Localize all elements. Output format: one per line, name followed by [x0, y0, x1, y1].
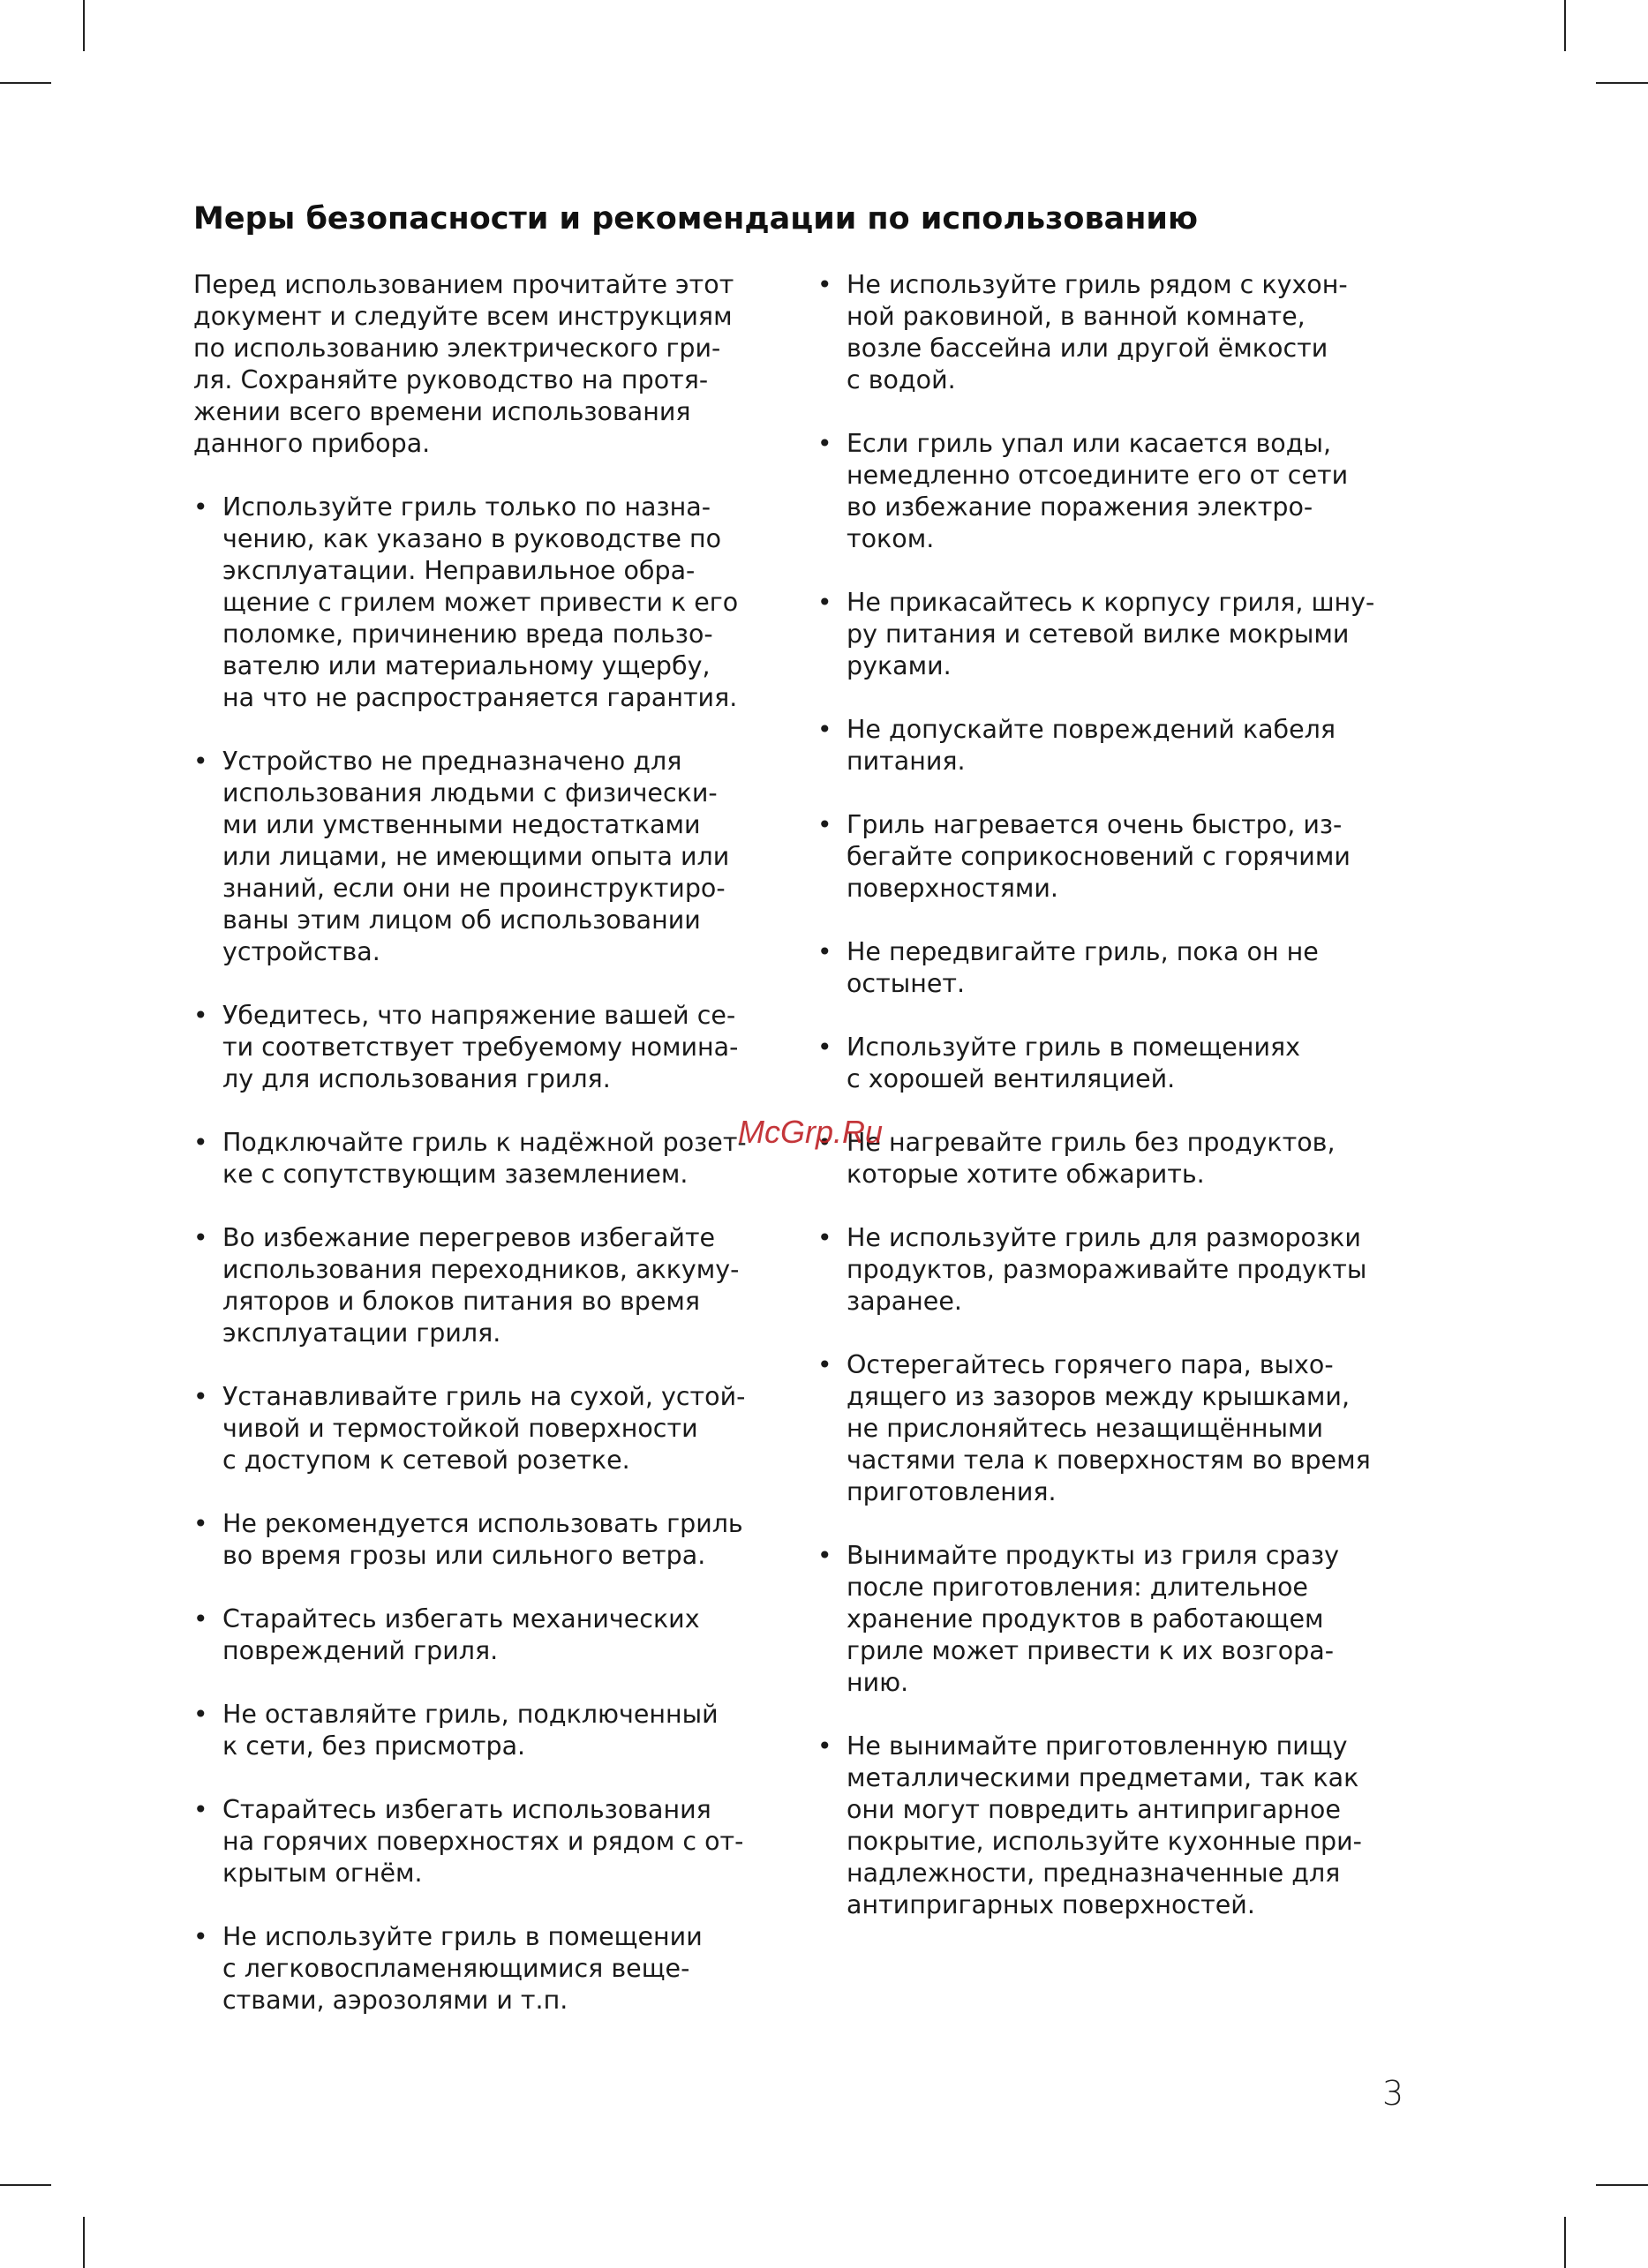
list-item: • Не рекомендуется использовать гриль во время грозы или сильного ветра.: [193, 1508, 802, 1572]
list-item: • Во избежание перегревов избегайте использования переходников, аккуму- ляторов и блоков питания во время эксплуатации гриля.: [193, 1222, 802, 1349]
right-column: [817, 269, 1426, 1953]
right-bullet-list: [817, 269, 1426, 1921]
list-item: • Подключайте гриль к надёжной розет- ке с сопутствующим заземлением.: [193, 1127, 802, 1190]
list-item: • Старайтесь избегать механических повреждений гриля.: [193, 1603, 802, 1667]
list-item: • Вынимайте продукты из гриля сразу после приготовления: длительное хранение продуктов в работающем гриле может привести к их возгора- нию.: [817, 1540, 1426, 1699]
crop-mark-top-left-h: [0, 82, 51, 84]
list-item: • Остерегайтесь горячего пара, выхо- дящего из зазоров между крышками, не прислоняйтесь незащищёнными частями тела к поверхностям во время приготовления.: [817, 1349, 1426, 1508]
crop-mark-bottom-right: [1564, 2217, 1566, 2268]
list-item: • Используйте гриль в помещениях с хорошей вентиляцией.: [817, 1032, 1426, 1095]
left-bullet-list: [193, 492, 802, 2016]
list-item: • Старайтесь избегать использования на горячих поверхностях и рядом с от- крытым огнём.: [193, 1794, 802, 1889]
list-item: • Не допускайте повреждений кабеля питания.: [817, 714, 1426, 777]
list-item: • Не используйте гриль рядом с кухон- ной раковиной, в ванной комнате, возле бассейна или другой ёмкости с водой.: [817, 269, 1426, 396]
list-item: • Не используйте гриль для разморозки продуктов, размораживайте продукты заранее.: [817, 1222, 1426, 1318]
list-item: • Гриль нагревается очень быстро, из- бегайте соприкосновений с горячими поверхностями.: [817, 809, 1426, 905]
crop-mark-top-right-h: [1596, 82, 1648, 84]
list-item: • Используйте гриль только по назна- чению, как указано в руководстве по эксплуатации. Неправильное обра- щение с грилем может привести к его поломке, причинению вреда пользо- вателю или материальному ущербу, на что не распространяется гарантия.: [193, 492, 802, 714]
list-item: • Не передвигайте гриль, пока он не остынет.: [817, 936, 1426, 1000]
crop-mark-bottom-left-h: [0, 2184, 51, 2186]
crop-mark-top-left: [83, 0, 85, 51]
crop-mark-top-right: [1564, 0, 1566, 51]
page-number: 3: [1382, 2074, 1404, 2113]
list-item: • Убедитесь, что напряжение вашей се- ти соответствует требуемому номина- лу для использования гриля.: [193, 1000, 802, 1095]
list-item: • Если гриль упал или касается воды, немедленно отсоедините его от сети во избежание поражения электро- током.: [817, 428, 1426, 555]
intro-paragraph: Перед использованием прочитайте этот документ и следуйте всем инструкциям по использованию электрического гри- ля. Сохраняйте руководство на протя- жении всего времени использования данного прибора.: [193, 270, 734, 458]
list-item: • Не используйте гриль в помещении с легковоспламеняющимися веще- ствами, аэрозолями и т.п.: [193, 1921, 802, 2016]
watermark: McGrp.Ru: [738, 1114, 884, 1150]
list-item: • Устанавливайте гриль на сухой, устой- чивой и термостойкой поверхности с доступом к сетевой розетке.: [193, 1381, 802, 1476]
list-item: • Не оставляйте гриль, подключенный к сети, без присмотра.: [193, 1699, 802, 1762]
list-item: • Устройство не предназначено для использования людьми с физически- ми или умственными недостатками или лицами, не имеющими опыта или знаний, если они не проинструктиро- ваны этим лицом об использовании устройства.: [193, 746, 802, 968]
page-title: Меры безопасности и рекомендации по использованию: [193, 201, 1198, 237]
list-item: • Не нагревайте гриль без продуктов, которые хотите обжарить.: [817, 1127, 1426, 1190]
list-item: • Не прикасайтесь к корпусу гриля, шну- ру питания и сетевой вилке мокрыми руками.: [817, 587, 1426, 682]
list-item: • Не вынимайте приготовленную пищу металлическими предметами, так как они могут повредить антипригарное покрытие, используйте кухонные при- надлежности, предназначенные для антипригарных поверхностей.: [817, 1731, 1426, 1921]
left-column: [193, 269, 802, 2048]
crop-mark-bottom-right-h: [1596, 2184, 1648, 2186]
crop-mark-bottom-left: [83, 2217, 85, 2268]
